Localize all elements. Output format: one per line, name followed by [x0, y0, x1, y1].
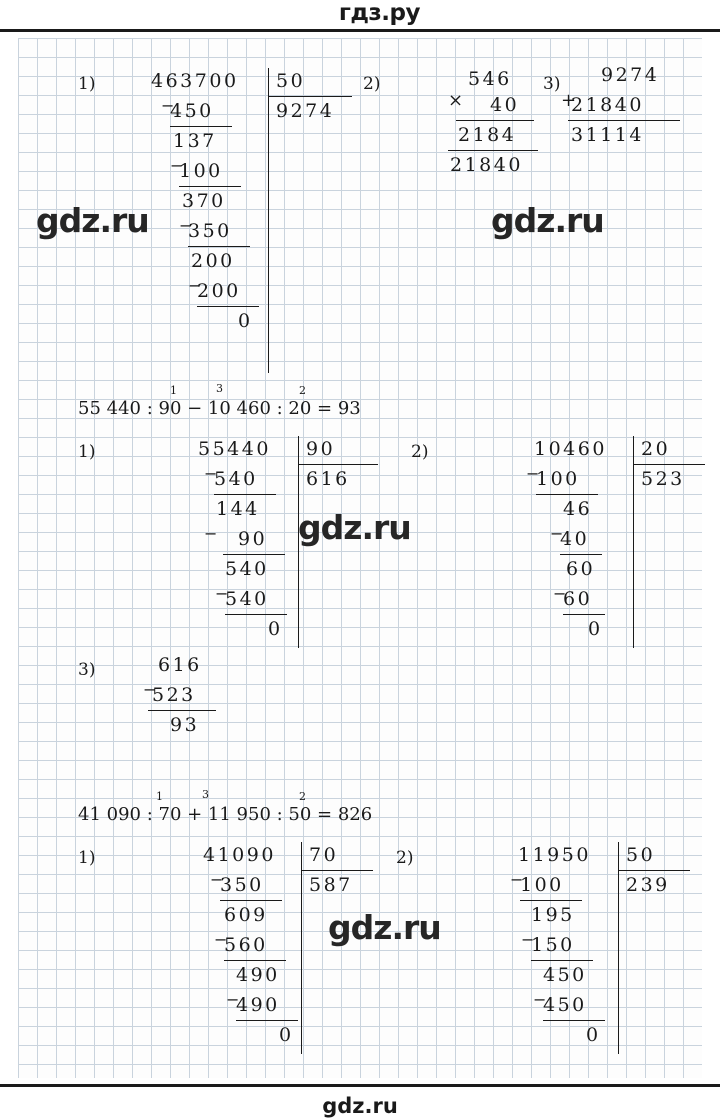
multiplicand-1-2: 546 — [468, 68, 512, 90]
step-rule-3-1-0 — [220, 900, 282, 901]
quotient-2-1: 616 — [306, 468, 350, 490]
minus-sign-2-1-a: − — [204, 464, 218, 483]
step-rule-3-2-1 — [531, 960, 593, 961]
divisor-2-1: 90 — [306, 438, 336, 460]
division-bar-horizontal-2-2 — [633, 464, 705, 465]
part-label-2-3: 3) — [78, 660, 96, 680]
sum-1-3: 31114 — [571, 124, 644, 146]
divisor-2-2: 20 — [641, 438, 671, 460]
site-logo-top: гдз.ру — [338, 0, 420, 26]
step-3-1-0: 350 — [220, 874, 264, 896]
step-rule-1-1-1 — [179, 186, 241, 187]
part-label-1-2: 2) — [363, 74, 381, 94]
order-mark-3-3: 2 — [299, 790, 306, 803]
step-1-1-1: 137 — [173, 130, 217, 152]
step-rule-2-2-1 — [560, 554, 602, 555]
step-2-1-5: 0 — [268, 618, 283, 640]
grid-paper-sheet — [18, 38, 702, 1078]
order-mark-2-2: 3 — [216, 382, 223, 395]
step-3-2-4: 450 — [543, 994, 587, 1016]
step-2-2-2: 40 — [560, 528, 590, 550]
division-bar-vertical-2-2 — [633, 436, 634, 648]
minus-sign-2-3: − — [143, 680, 157, 699]
step-2-2-0: 100 — [536, 468, 580, 490]
minus-sign-2-1-b: − — [204, 524, 218, 543]
difference-2-3: 93 — [170, 714, 200, 736]
step-rule-2-1-1 — [223, 554, 285, 555]
minus-sign-2-2-c: − — [553, 584, 567, 603]
division-bar-vertical-1-1 — [268, 68, 269, 373]
mult-rule-b-1-2 — [448, 150, 538, 151]
minus-sign-2-2-a: − — [526, 464, 540, 483]
division-bar-horizontal-3-1 — [301, 870, 373, 871]
step-rule-3-2-2 — [543, 1020, 605, 1021]
minus-sign-3-2-a: − — [510, 870, 524, 889]
step-1-1-6: 200 — [197, 280, 241, 302]
step-3-1-4: 490 — [236, 994, 280, 1016]
step-2-2-1: 46 — [563, 498, 593, 520]
divisor-3-2: 50 — [626, 844, 656, 866]
division-bar-vertical-3-2 — [618, 842, 619, 1054]
step-3-2-1: 195 — [531, 904, 575, 926]
division-bar-horizontal-2-1 — [298, 464, 378, 465]
division-bar-horizontal-3-2 — [618, 870, 690, 871]
minus-sign-1-1-a: − — [161, 96, 175, 115]
footer-divider — [0, 1084, 720, 1087]
step-1-1-3: 370 — [182, 190, 226, 212]
part-label-3-1: 1) — [78, 848, 96, 868]
quotient-3-1: 587 — [309, 874, 353, 896]
step-3-1-3: 490 — [236, 964, 280, 986]
minuend-2-3: 616 — [158, 654, 202, 676]
minus-sign-1-1-b: − — [170, 156, 184, 175]
step-rule-2-1-0 — [214, 494, 276, 495]
expression-2: 55 440 : 90 − 10 460 : 20 = 93 — [78, 398, 361, 419]
step-2-1-2: 90 — [238, 528, 268, 550]
expression-3: 41 090 : 70 + 11 950 : 50 = 826 — [78, 804, 373, 825]
page-header — [0, 0, 720, 30]
part-label-1-3: 3) — [543, 74, 561, 94]
watermark-3: gdz.ru — [298, 508, 411, 547]
step-rule-1-1-3 — [197, 306, 259, 307]
minus-sign-3-1-b: − — [214, 930, 228, 949]
site-logo-bottom: gdz.ru — [322, 1094, 398, 1118]
step-rule-2-2-2 — [563, 614, 605, 615]
add-rule-1-3 — [568, 120, 680, 121]
minus-sign-1-1-c: − — [179, 216, 193, 235]
quotient-2-2: 523 — [641, 468, 685, 490]
watermark-2: gdz.ru — [491, 201, 604, 240]
dividend-2-2: 10460 — [534, 438, 607, 460]
quotient-3-2: 239 — [626, 874, 670, 896]
step-3-1-1: 609 — [224, 904, 268, 926]
step-2-1-1: 144 — [216, 498, 260, 520]
step-1-1-4: 350 — [188, 220, 232, 242]
minus-sign-2-2-b: − — [550, 524, 564, 543]
step-3-2-0: 100 — [520, 874, 564, 896]
watermark-4: gdz.ru — [328, 908, 441, 947]
step-2-2-5: 0 — [588, 618, 603, 640]
minus-sign-1-1-d: − — [188, 276, 202, 295]
step-2-1-3: 540 — [225, 558, 269, 580]
watermark-1: gdz.ru — [36, 201, 149, 240]
page-footer — [0, 1084, 720, 1120]
step-rule-2-1-2 — [225, 614, 287, 615]
order-mark-3-2: 3 — [202, 788, 209, 801]
part-label-2-2: 2) — [411, 442, 429, 462]
dividend-2-1: 55440 — [198, 438, 271, 460]
step-rule-3-1-1 — [224, 960, 286, 961]
dividend-1-1: 463700 — [151, 70, 239, 92]
minus-sign-3-1-c: − — [226, 990, 240, 1009]
step-1-1-0: 450 — [170, 100, 214, 122]
division-bar-vertical-2-1 — [298, 436, 299, 648]
mult-rule-a-1-2 — [456, 120, 534, 121]
quotient-1-1: 9274 — [276, 100, 335, 122]
product-1-2: 21840 — [450, 154, 523, 176]
addend-1-3-a: 9274 — [601, 64, 660, 86]
multiplier-1-2: 40 — [490, 94, 520, 116]
step-rule-1-1-0 — [170, 126, 232, 127]
step-1-1-2: 100 — [179, 160, 223, 182]
step-2-2-4: 60 — [563, 588, 593, 610]
partial-product-1-2: 2184 — [458, 124, 517, 146]
subtract-rule-2-3 — [148, 710, 216, 711]
division-bar-vertical-3-1 — [301, 842, 302, 1054]
step-1-1-5: 200 — [191, 250, 235, 272]
step-3-2-5: 0 — [586, 1024, 601, 1046]
minus-sign-3-2-b: − — [521, 930, 535, 949]
step-rule-1-1-2 — [188, 246, 250, 247]
dividend-3-2: 11950 — [518, 844, 591, 866]
step-3-2-3: 450 — [543, 964, 587, 986]
minus-sign-2-1-c: − — [215, 584, 229, 603]
step-rule-3-2-0 — [520, 900, 582, 901]
step-3-1-5: 0 — [279, 1024, 294, 1046]
minus-sign-3-2-c: − — [533, 990, 547, 1009]
header-divider — [0, 29, 720, 32]
divisor-3-1: 70 — [309, 844, 339, 866]
part-label-1-1: 1) — [78, 74, 96, 94]
multiply-sign-1-2: × — [448, 90, 464, 111]
subtrahend-2-3: 523 — [152, 684, 196, 706]
dividend-3-1: 41090 — [203, 844, 276, 866]
order-mark-2-1: 1 — [170, 384, 177, 397]
minus-sign-3-1-a: − — [210, 870, 224, 889]
addend-1-3-b: 21840 — [571, 94, 644, 116]
step-rule-2-2-0 — [536, 494, 598, 495]
division-bar-horizontal-1-1 — [268, 96, 352, 97]
order-mark-2-3: 2 — [299, 384, 306, 397]
step-2-2-3: 60 — [566, 558, 596, 580]
divisor-1-1: 50 — [276, 70, 306, 92]
step-3-2-2: 150 — [531, 934, 575, 956]
plus-sign-1-3: + — [561, 90, 577, 111]
step-3-1-2: 560 — [224, 934, 268, 956]
step-2-1-0: 540 — [214, 468, 258, 490]
step-1-1-7: 0 — [238, 310, 253, 332]
part-label-3-2: 2) — [396, 848, 414, 868]
step-rule-3-1-2 — [236, 1020, 298, 1021]
order-mark-3-1: 1 — [156, 790, 163, 803]
step-2-1-4: 540 — [225, 588, 269, 610]
part-label-2-1: 1) — [78, 442, 96, 462]
